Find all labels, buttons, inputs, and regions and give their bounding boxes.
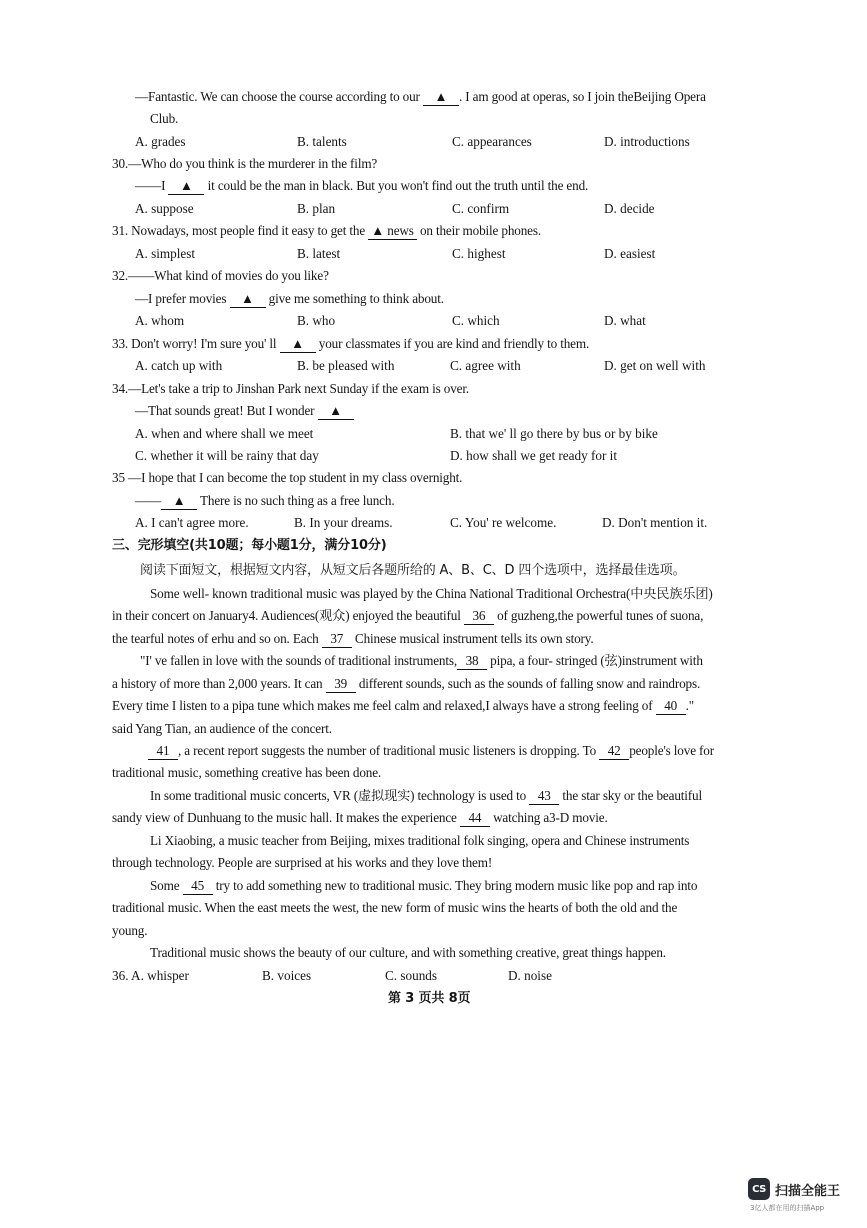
- passage-text: a history of more than 2,000 years. It can: [112, 676, 323, 691]
- q30-question: 30.—Who do you think is the murderer in the film?: [112, 156, 378, 171]
- q29-option-c: C. appearances: [452, 134, 532, 149]
- q32-option-d: D. what: [604, 313, 646, 328]
- passage-line: through technology. People are surprised at his works and they love them!: [112, 855, 493, 870]
- passage-line: Traditional music shows the beauty of our culture, and with something creative, great things happen.: [150, 945, 666, 960]
- q32-option-c: C. which: [452, 313, 500, 328]
- blank-37: 37: [322, 631, 352, 648]
- q36-option-c: C. sounds: [385, 968, 438, 983]
- blank-44: 44: [460, 810, 490, 827]
- blank-40: 40: [656, 698, 686, 715]
- passage-line: traditional music. When the east meets the west, the new form of music wins the hearts of both the old and the: [112, 900, 678, 915]
- passage-line: Some well- known traditional music was played by the China National Traditional Orchestra(中央民族乐团): [150, 586, 713, 601]
- passage-text: of guzheng,the powerful tunes of suona,: [497, 608, 704, 623]
- q29-answer-text: —Fantastic. We can choose the course according to our: [135, 89, 420, 104]
- q33-option-c: C. agree with: [450, 358, 521, 373]
- passage-line: [140, 653, 703, 670]
- q35-question: 35 —I hope that I can become the top student in my class overnight.: [112, 470, 463, 485]
- passage-line: [112, 676, 700, 693]
- q33-question: [112, 336, 589, 353]
- passage-line: [112, 698, 694, 715]
- q36-option-a: 36. A. whisper: [112, 968, 189, 983]
- q35-option-c: C. You' re welcome.: [450, 515, 557, 530]
- q34-answer-text: —That sounds great! But I wonder: [135, 403, 315, 418]
- q30-blank: ▲: [168, 178, 204, 195]
- q31-option-d: D. easiest: [604, 246, 656, 261]
- q35-answer-text-cont: There is no such thing as a free lunch.: [200, 493, 395, 508]
- scanner-watermark: [748, 1178, 840, 1200]
- q29-answer-text-cont: . I am good at operas, so I join theBeijing Opera: [458, 89, 706, 104]
- passage-line: [112, 810, 608, 827]
- blank-39: 39: [326, 676, 356, 693]
- passage-line: said Yang Tian, an audience of the concert.: [112, 721, 332, 736]
- passage-text: people's love for: [629, 743, 714, 758]
- q30-option-b: B. plan: [297, 201, 336, 216]
- q30-option-d: D. decide: [604, 201, 655, 216]
- q30-answer-text: ——I: [135, 178, 166, 193]
- blank-42: 42: [599, 743, 629, 760]
- passage-line: young.: [112, 923, 148, 938]
- passage-line: [112, 608, 703, 625]
- q31-text: 31. Nowadays, most people find it easy to get the: [112, 223, 366, 238]
- q33-text-cont: your classmates if you are kind and friendly to them.: [318, 336, 590, 351]
- q34-option-d: D. how shall we get ready for it: [450, 448, 617, 463]
- passage-text: In some traditional music concerts, VR (虚拟现实) technology is used to: [150, 788, 527, 803]
- q31-option-b: B. latest: [297, 246, 341, 261]
- q29-option-a: A. grades: [135, 134, 186, 149]
- q33-option-b: B. be pleased with: [297, 358, 395, 373]
- q32-option-a: A. whom: [135, 313, 185, 328]
- scanner-app-name: 扫描全能王: [775, 1183, 841, 1199]
- passage-line: [112, 631, 594, 648]
- q33-blank: ▲: [280, 336, 316, 353]
- blank-43: 43: [529, 788, 559, 805]
- q29-option-d: D. introductions: [604, 134, 690, 149]
- passage-text: watching a3-D movie.: [493, 810, 608, 825]
- passage-text: Some: [150, 878, 180, 893]
- q30-option-c: C. confirm: [452, 201, 510, 216]
- passage-text: different sounds, such as the sounds of falling snow and raindrops.: [358, 676, 701, 691]
- q35-answer-text: ——: [135, 493, 162, 508]
- passage-text: in their concert on January4. Audiences(观众) enjoyed the beautiful: [112, 608, 461, 623]
- q35-option-a: A. I can't agree more.: [135, 515, 249, 530]
- q34-option-b: B. that we' ll go there by bus or by bike: [450, 426, 658, 441]
- passage-text: try to add something new to traditional music. They bring modern music like pop and rap into: [215, 878, 698, 893]
- blank-45: 45: [183, 878, 213, 895]
- q31-text-cont: on their mobile phones.: [419, 223, 542, 238]
- q36-option-b: B. voices: [262, 968, 312, 983]
- q34-blank: ▲: [318, 403, 354, 420]
- passage-line: [150, 788, 702, 805]
- q34-option-a: A. when and where shall we meet: [135, 426, 314, 441]
- passage-text: Chinese musical instrument tells its own story.: [354, 631, 594, 646]
- scanner-tagline: 3亿人都在用的扫描App: [750, 1204, 825, 1212]
- passage-line: [148, 743, 714, 760]
- passage-line: [150, 878, 697, 895]
- passage-text: , a recent report suggests the number of traditional music listeners is dropping. To: [178, 743, 597, 758]
- q29-blank: ▲: [423, 89, 459, 106]
- q32-answer-text: —I prefer movies: [135, 291, 227, 306]
- q32-answer-text-cont: give me something to think about.: [268, 291, 444, 306]
- q35-option-b: B. In your dreams.: [294, 515, 393, 530]
- passage-text: .": [685, 698, 695, 713]
- blank-38: 38: [457, 653, 487, 670]
- section3-heading: 三、完形填空(共10题；每小题1分，满分10分): [112, 538, 387, 553]
- q29-option-b: B. talents: [297, 134, 347, 149]
- q31-blank: ▲ news: [368, 223, 417, 240]
- q33-option-a: A. catch up with: [135, 358, 223, 373]
- q30-answer-text-cont: it could be the man in black. But you won't find out the truth until the end.: [207, 178, 589, 193]
- q35-answer-line: [135, 493, 394, 510]
- q31-option-c: C. highest: [452, 246, 506, 261]
- passage-text: the star sky or the beautiful: [562, 788, 702, 803]
- q33-option-d: D. get on well with: [604, 358, 706, 373]
- page-footer: 第 3 页共 8页: [388, 991, 471, 1006]
- q32-answer-line: [135, 291, 444, 308]
- q29-answer-line2: Club.: [150, 111, 179, 126]
- passage-text: pipa, a four- stringed (弦)instrument with: [490, 653, 703, 668]
- q31-question: [112, 223, 541, 240]
- blank-41: 41: [148, 743, 178, 760]
- q32-question: 32.——What kind of movies do you like?: [112, 268, 329, 283]
- q34-option-c: C. whether it will be rainy that day: [135, 448, 319, 463]
- passage-text: "I' ve fallen in love with the sounds of traditional instruments,: [140, 653, 458, 668]
- q33-text: 33. Don't worry! I'm sure you' ll: [112, 336, 277, 351]
- section3-instruction: 阅读下面短文，根据短文内容，从短文后各题所给的 A、B、C、D 四个选项中，选择最佳选项。: [140, 563, 686, 578]
- passage-text: Every time I listen to a pipa tune which makes me feel calm and relaxed,I always have a strong feeling of: [112, 698, 653, 713]
- passage-line: Li Xiaobing, a music teacher from Beijing, mixes traditional folk singing, opera and Chinese instruments: [150, 833, 690, 848]
- passage-line: traditional music, something creative has been done.: [112, 765, 382, 780]
- q30-option-a: A. suppose: [135, 201, 194, 216]
- blank-36: 36: [464, 608, 494, 625]
- q31-option-a: A. simplest: [135, 246, 196, 261]
- scanner-logo-icon: CS: [748, 1178, 770, 1200]
- q34-question: 34.—Let's take a trip to Jinshan Park next Sunday if the exam is over.: [112, 381, 470, 396]
- q29-answer-line: [135, 89, 706, 106]
- q34-answer-line: [135, 403, 354, 420]
- q36-option-d: D. noise: [508, 968, 552, 983]
- passage-text: sandy view of Dunhuang to the music hall. It makes the experience: [112, 810, 457, 825]
- q35-option-d: D. Don't mention it.: [602, 515, 708, 530]
- q32-option-b: B. who: [297, 313, 336, 328]
- q35-blank: ▲: [161, 493, 197, 510]
- q30-answer-line: [135, 178, 588, 195]
- passage-text: the tearful notes of erhu and so on. Each: [112, 631, 319, 646]
- q32-blank: ▲: [230, 291, 266, 308]
